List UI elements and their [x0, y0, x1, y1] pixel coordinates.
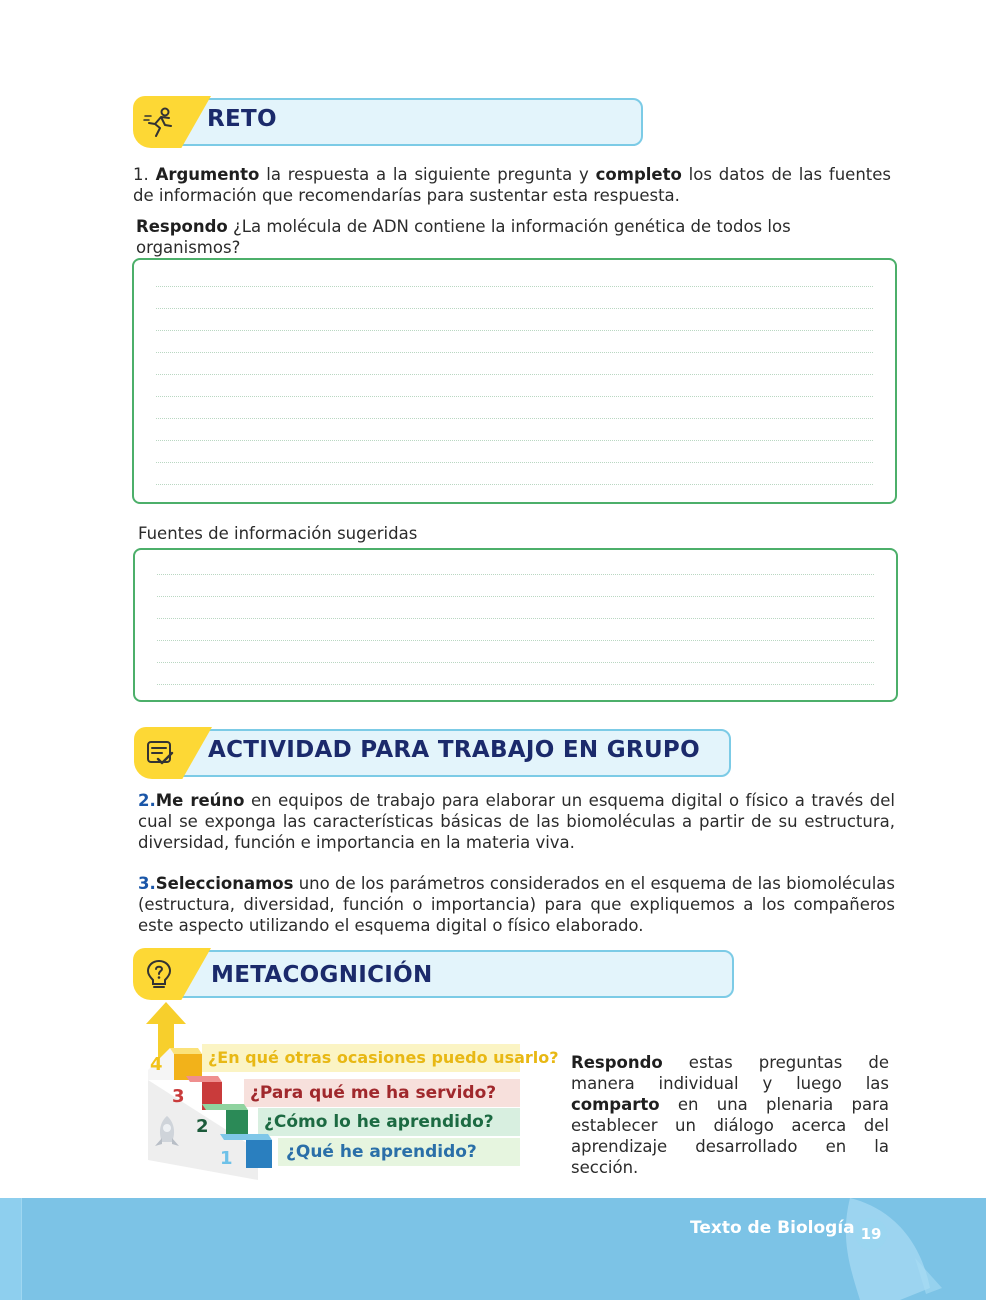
- respondo-label: Respondo: [136, 217, 228, 236]
- book-title: Texto de Biología: [690, 1218, 855, 1238]
- step-4-question: ¿En qué otras ocasiones puedo usarlo?: [208, 1048, 559, 1067]
- respondo-text: ¿La molécula de ADN contiene la información genética de todos los organismos?: [136, 217, 791, 257]
- question-1-text-a: la respuesta a la siguiente pregunta y: [259, 165, 596, 184]
- question-1-number: 1.: [133, 165, 149, 184]
- meta-header: [133, 950, 734, 1000]
- question-1-text-b: los datos de las fuentes de información que recomendarías para sustentar esta respuesta.: [133, 165, 891, 205]
- question-1-verb-2: completo: [595, 165, 682, 184]
- meta-verb-2: comparto: [571, 1095, 660, 1114]
- sources-box[interactable]: [133, 548, 898, 702]
- reto-title: RETO: [207, 106, 277, 132]
- question-1: [133, 164, 891, 206]
- meta-text-2: en una plenaria para establecer un diálogo acerca del aprendizaje desarrollado en la sección.: [571, 1095, 889, 1177]
- step-4-number: 4: [150, 1054, 163, 1075]
- page-number: 19: [855, 1218, 887, 1250]
- meta-text-1: estas preguntas de manera individual y luego las: [571, 1053, 889, 1093]
- step-1-question: ¿Qué he aprendido?: [286, 1142, 477, 1162]
- page-footer: [0, 1198, 986, 1300]
- activity-3-number: 3.: [138, 874, 156, 893]
- activity-2-text: en equipos de trabajo para elaborar un esquema digital o físico a través del cual se exponga las características básicas de las biomoléculas a partir de su estructura, diversidad, función e importancia en la materia viva.: [138, 791, 895, 852]
- activity-3: [138, 873, 895, 936]
- step-2-number: 2: [196, 1116, 209, 1137]
- step-3-number: 3: [172, 1086, 185, 1107]
- respondo-question: [136, 216, 896, 258]
- rocket-icon: [150, 1114, 184, 1154]
- question-1-verb: Argumento: [155, 165, 260, 184]
- checklist-icon: [144, 737, 176, 769]
- step-2-question: ¿Cómo lo he aprendido?: [264, 1112, 494, 1132]
- rocket-icon: [830, 1198, 950, 1300]
- runner-icon: [143, 106, 177, 140]
- step-1-number: 1: [220, 1148, 233, 1169]
- answer-box[interactable]: [132, 258, 897, 504]
- meta-title: METACOGNICIÓN: [211, 962, 433, 988]
- footer-strip: [0, 1198, 22, 1300]
- reto-header: [133, 98, 643, 148]
- step-3-question: ¿Para qué me ha servido?: [250, 1083, 497, 1103]
- activity-2-number: 2.: [138, 791, 156, 810]
- sources-label: Fuentes de información sugeridas: [138, 524, 418, 543]
- grupo-header: [134, 729, 731, 779]
- lightbulb-icon: [143, 958, 175, 992]
- activity-2-verb: Me reúno: [155, 791, 245, 810]
- activity-3-verb: Seleccionamos: [155, 874, 294, 893]
- grupo-title: ACTIVIDAD PARA TRABAJO EN GRUPO: [208, 737, 700, 763]
- activity-3-text: uno de los parámetros considerados en el esquema de las biomoléculas (estructura, diversidad, función o importancia) para que expliquemos a los compañeros este aspecto utilizando el esquema digital o físico elaborado.: [138, 874, 896, 935]
- meta-verb-1: Respondo: [571, 1053, 663, 1072]
- stairs-illustration: [140, 1002, 559, 1180]
- activity-2: [138, 790, 895, 853]
- meta-instructions: [571, 1052, 889, 1178]
